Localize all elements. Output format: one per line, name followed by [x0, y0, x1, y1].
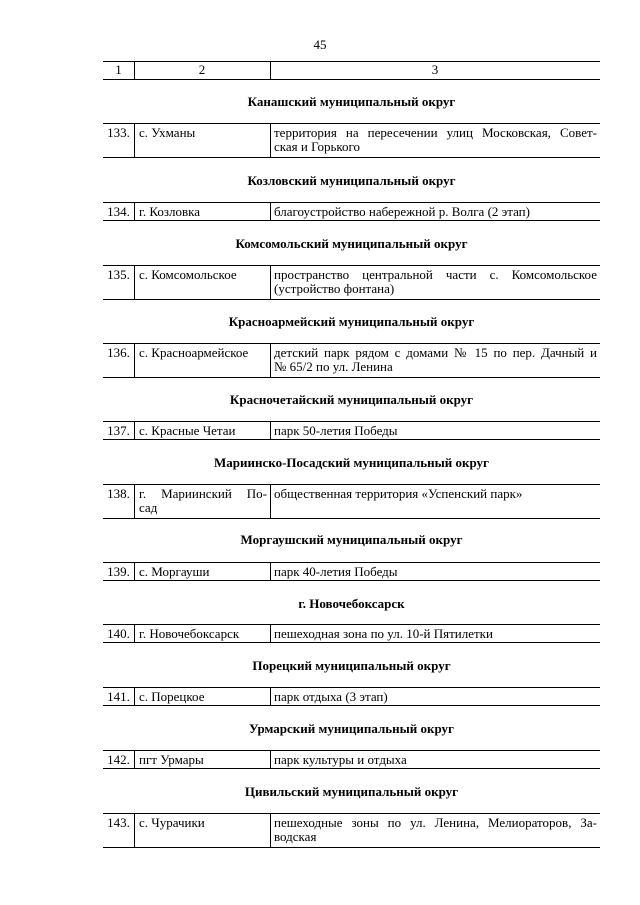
project-description: территория на пересечении улиц Московская, Совет- ская и Горького [274, 125, 597, 154]
column-divider [270, 625, 271, 642]
header-col-1: 1 [115, 62, 122, 77]
settlement-name: с. Чурачики [139, 815, 205, 830]
table-row [103, 265, 600, 300]
settlement-name: с. Красные Четаи [139, 423, 236, 438]
column-divider [134, 563, 135, 580]
column-divider [134, 203, 135, 220]
table-row [103, 421, 600, 440]
column-divider [134, 688, 135, 705]
project-description: пространство центральной части с. Комсомольское (устройство фонтана) [274, 267, 597, 296]
column-divider [270, 485, 271, 518]
row-number: 137. [107, 423, 130, 438]
section-title: Порецкий муниципальный округ [252, 658, 451, 673]
settlement-name: г. Козловка [139, 204, 201, 219]
table-row [103, 750, 600, 769]
row-number: 135. [107, 267, 130, 282]
project-description: пешеходная зона по ул. 10-й Пятилетки [274, 626, 493, 641]
header-col-2: 2 [198, 62, 206, 77]
table-row [103, 123, 600, 158]
row-number: 136. [107, 345, 130, 360]
column-divider [134, 814, 135, 847]
settlement-name: с. Комсомольское [139, 267, 237, 282]
header-col-3: 3 [431, 62, 439, 77]
row-number: 133. [107, 125, 130, 140]
table-row [103, 624, 600, 643]
project-description: детский парк рядом с домами № 15 по пер. Дачный и № 65/2 по ул. Ленина [274, 345, 597, 374]
section-title: Цивильский муниципальный округ [244, 784, 459, 799]
column-divider [270, 344, 271, 377]
section-title: Комсомольский муниципальный округ [235, 236, 468, 251]
column-divider [134, 485, 135, 518]
section-title: Урмарский муниципальный округ [249, 721, 454, 736]
project-description: благоустройство набережной р. Волга (2 этап) [274, 204, 530, 219]
column-divider [134, 422, 135, 439]
column-divider [270, 266, 271, 299]
table-header [103, 61, 600, 80]
column-divider [270, 563, 271, 580]
section-title: Красночетайский муниципальный округ [229, 392, 474, 407]
page-number: 45 [313, 37, 327, 52]
table-row [103, 562, 600, 581]
table-row [103, 202, 600, 221]
column-divider [134, 266, 135, 299]
settlement-name: с. Порецкое [139, 689, 205, 704]
row-number: 134. [107, 204, 130, 219]
project-description: парк 40-летия Победы [274, 564, 398, 579]
column-divider [134, 124, 135, 157]
column-divider [270, 124, 271, 157]
row-number: 143. [107, 815, 130, 830]
settlement-name: г. Новочебоксарск [139, 626, 240, 641]
section-title: Мариинско-Посадский муниципальный округ [214, 455, 489, 470]
column-divider [270, 751, 271, 768]
table-row [103, 687, 600, 706]
section-title: Красноармейский муниципальный округ [228, 314, 475, 329]
project-description: пешеходные зоны по ул. Ленина, Мелиораторов, За- водская [274, 815, 597, 844]
table-row [103, 343, 600, 378]
project-description: парк отдыха (3 этап) [274, 689, 388, 704]
column-divider [270, 422, 271, 439]
project-description: общественная территория «Успенский парк» [274, 486, 523, 501]
section-title: Канашский муниципальный округ [247, 94, 456, 109]
settlement-name: г. Мариинский По- сад [139, 486, 267, 515]
settlement-name: пгт Урмары [139, 752, 204, 767]
column-divider [134, 344, 135, 377]
table-row [103, 813, 600, 848]
row-number: 140. [107, 626, 130, 641]
settlement-name: с. Моргауши [139, 564, 210, 579]
section-title: г. Новочебоксарск [298, 596, 405, 611]
row-number: 142. [107, 752, 130, 767]
section-title: Козловский муниципальный округ [247, 173, 456, 188]
row-number: 141. [107, 689, 130, 704]
project-description: парк культуры и отдыха [274, 752, 407, 767]
settlement-name: с. Красноармейское [139, 345, 249, 360]
project-description: парк 50-летия Победы [274, 423, 398, 438]
settlement-name: с. Ухманы [139, 125, 196, 140]
column-divider [134, 625, 135, 642]
column-divider [270, 814, 271, 847]
column-divider [134, 751, 135, 768]
column-divider [270, 203, 271, 220]
column-divider [270, 688, 271, 705]
section-title: Моргаушский муниципальный округ [240, 532, 463, 547]
table-row [103, 484, 600, 519]
row-number: 139. [107, 564, 130, 579]
row-number: 138. [107, 486, 130, 501]
